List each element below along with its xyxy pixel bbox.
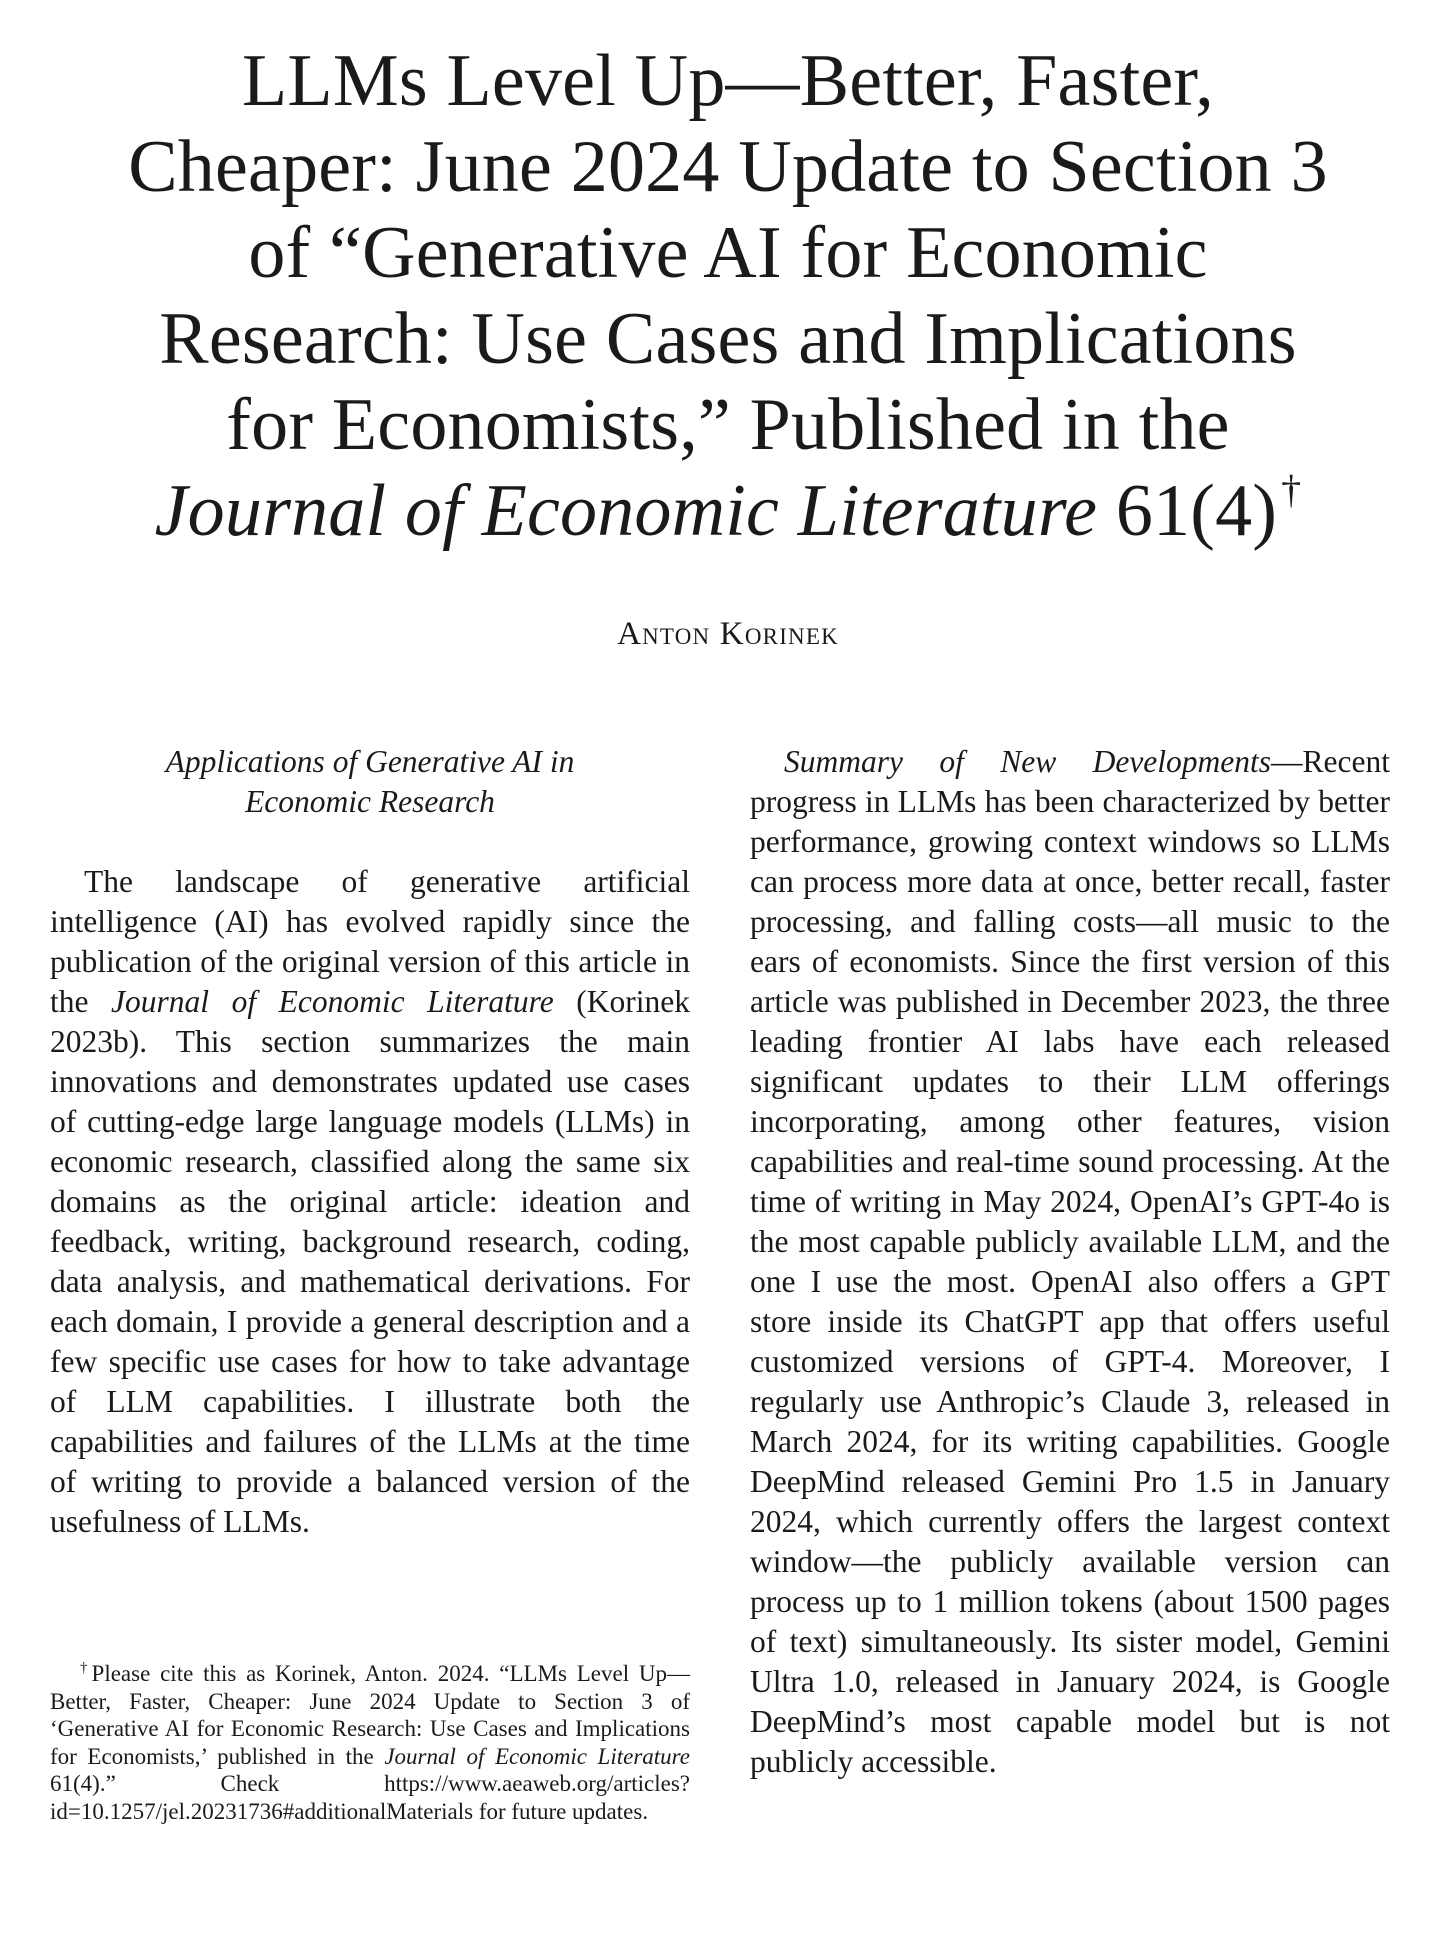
author-name: Anton Korinek [617,616,839,652]
section-heading [50,742,690,822]
title-line-4: Research: Use Cases and Implications [159,298,1297,380]
intro-text-b: (Korinek 2023b). This section summarizes the main innovations and demonstrates updated use cases of cutting-edge large language models (LLMs) in economic research, classified along the same six domains as the original article: ideation and feedback, writing, background research, coding, data analysis, and mathematical derivations. For each domain, I provide a general description and a few specific use cases for how to take advantage of LLM capabilities. I illustrate both the capabilities and failures of the LLMs at the time of writing to provide a balanced version of the usefulness of LLMs. [50,984,690,1539]
title-line-2: Cheaper: June 2024 Update to Section 3 [128,126,1328,208]
title-volume: 61(4) [1097,470,1278,552]
intro-text-a: The landscape of generative artificial intelligence (AI) has evolved rapidly since the publication of the original version of this article in the [50,864,690,1019]
right-column [750,742,1390,1782]
left-column [50,742,690,1542]
title-line-1: LLMs Level Up—Better, Faster, [242,40,1214,122]
paper-title [40,38,1416,554]
section-heading-line-1: Applications of Generative AI in [165,744,575,779]
summary-run-in-heading: Summary of New Developments [784,744,1272,779]
intro-journal-name: Journal of Economic Literature [111,984,554,1019]
title-journal-name: Journal of Economic Literature [154,470,1098,552]
title-line-3: of “Generative AI for Economic [248,212,1208,294]
summary-paragraph [750,742,1390,1782]
title-line-5: for Economists,” Published in the [226,384,1230,466]
footnote [50,1660,690,1825]
footnote-text-b: 61(4).” Check https://www.aeaweb.org/articles?id=10.1257/jel.20231736#additionalMaterials for future updates. [50,1771,690,1824]
footnote-dagger: † [80,1660,92,1676]
intro-paragraph [50,862,690,1542]
footnote-text-a: Please cite this as Korinek, Anton. 2024. “LLMs Level Up—Better, Faster, Cheaper: June 2024 Update to Section 3 of ‘Generative AI for Economic Research: Use Cases and Implications for Economists,’ published in the [50,1661,691,1769]
footnote-journal-name: Journal of Economic Literature [384,1743,690,1769]
section-heading-line-2: Economic Research [245,784,495,819]
title-dagger: † [1281,467,1302,512]
summary-body: —Recent progress in LLMs has been characterized by better performance, growing context windows so LLMs can process more data at once, better recall, faster processing, and falling costs—all music to the ears of economists. Since the first version of this article was published in December 2023, the three leading frontier AI labs have each released significant updates to their LLM offerings incorporating, among other features, vision capabilities and real-time sound processing. At the time of writing in May 2024, OpenAI’s GPT-4o is the most capable publicly available LLM, and the one I use the most. OpenAI also offers a GPT store inside its ChatGPT app that offers useful customized versions of GPT-4. Moreover, I regularly use Anthropic’s Claude 3, released in March 2024, for its writing capabilities. Google DeepMind released Gemini Pro 1.5 in January 2024, which currently offers the largest context window—the publicly available version can process up to 1 million tokens (about 1500 pages of text) simultaneously. Its sister model, Gemini Ultra 1.0, released in January 2024, is Google DeepMind’s most capable model but is not publicly accessible. [750,744,1390,1779]
